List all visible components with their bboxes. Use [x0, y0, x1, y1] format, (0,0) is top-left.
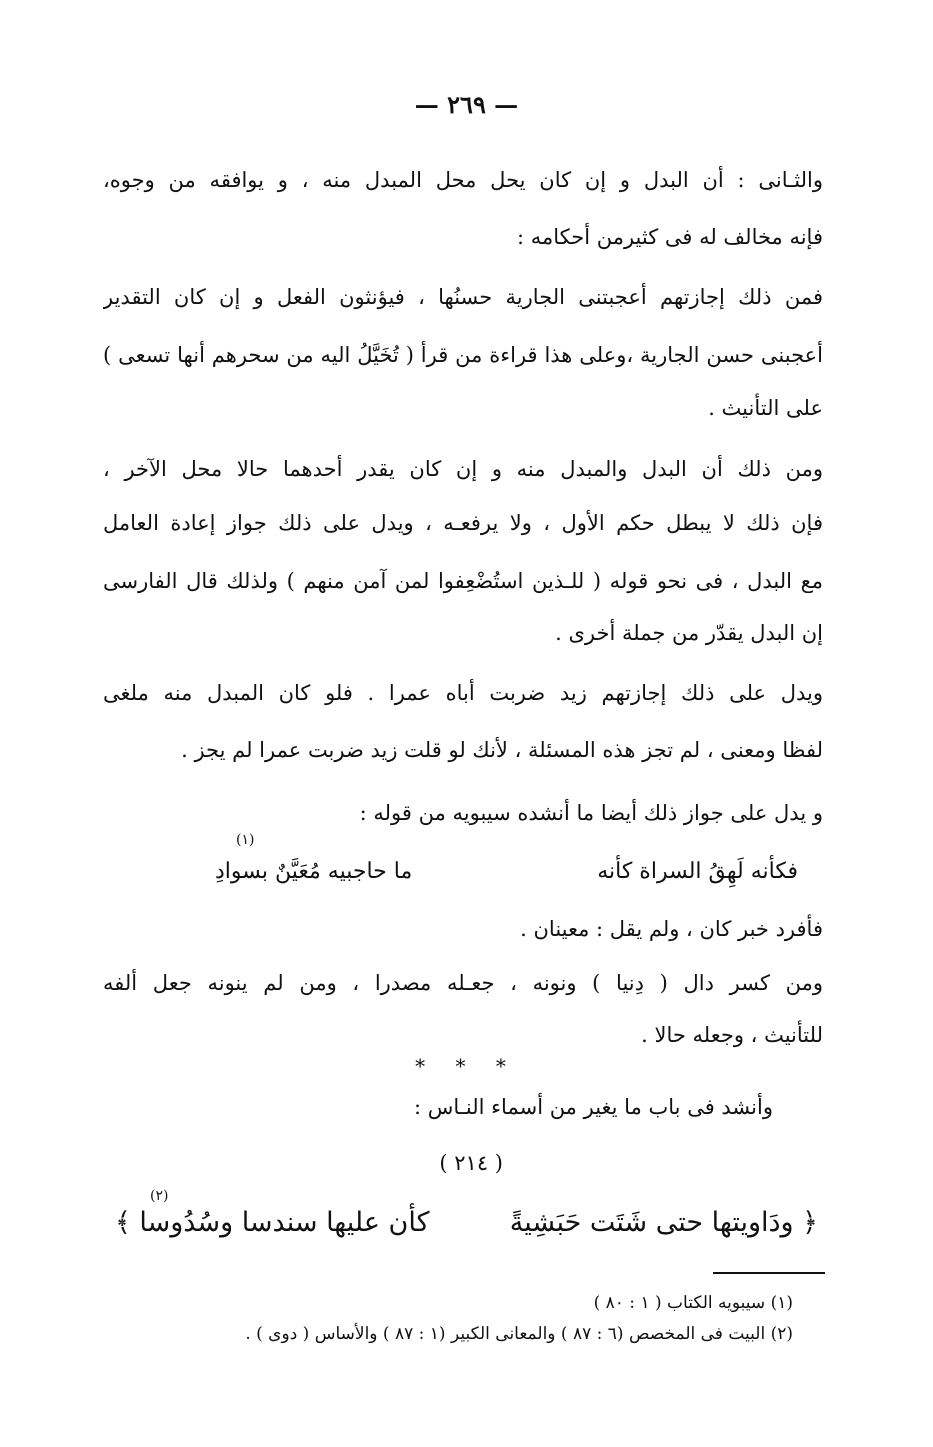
section-separator: * * * [415, 1054, 518, 1078]
paragraph-7-line-1: ومن كسر دال ( دِنيا ) ونونه ، جعـله مصدرا ، ومن لم ينونه جعل ألفه [103, 971, 823, 995]
paragraph-2-line-2: أعجبنى حسن الجارية ،وعلى هذا قراءة من قرأ ( تُخَيَّلُ اليه من سحرهم أنها تسعى ) [103, 343, 823, 367]
footnote-divider [713, 1272, 825, 1274]
paragraph-2-line-1: فمن ذلك إجازتهم أعجبتنى الجارية حسنُها ، فيؤنثون الفعل و إن كان التقدير [103, 285, 823, 309]
paragraph-1-line-1: والثـانى : أن البدل و إن كان يحل محل المبدل منه ، و يوافقه من وجوه، [103, 168, 823, 192]
footnote-2: (٢) البيت فى المخصص (٦ : ٨٧ ) والمعانى الكبير (١ : ٨٧ ) والأساس ( دوى ) . [245, 1324, 793, 1344]
verse-2-second-hemistich: كأن عليها سندسا وسُدُوسا ﴾ [115, 1207, 430, 1238]
paragraph-6-line-1: فأفرد خبر كان ، ولم يقل : معينان . [520, 917, 823, 941]
verse-number: ( ٢١٤ ) [439, 1151, 503, 1175]
footnote-1: (١) سيبويه الكتاب ( ١ : ٨٠ ) [593, 1293, 793, 1313]
paragraph-4-line-1: ويدل على ذلك إجازتهم زيد ضربت أباه عمرا . فلو كان المبدل منه ملغى [103, 681, 823, 705]
verse-2-footnote-marker: (٢) [150, 1188, 169, 1204]
paragraph-4-line-2: لفظا ومعنى ، لم تجز هذه المسئلة ، لأنك لو قلت زيد ضربت عمرا لم يجز . [181, 738, 823, 762]
paragraph-3-line-1: ومن ذلك أن البدل والمبدل منه و إن كان يقدر أحدهما حالا محل الآخر ، [103, 457, 823, 481]
verse-1-second-hemistich: ما حاجبيه مُعَيَّنٌ بسوادِ [215, 859, 413, 884]
paragraph-3-line-2: فإن ذلك لا يبطل حكم الأول ، ولا يرفعـه ، ويدل على ذلك جواز إعادة العامل [103, 511, 823, 535]
paragraph-5-line-1: و يدل على جواز ذلك أيضا ما أنشده سيبويه من قوله : [359, 801, 823, 825]
paragraph-7-line-2: للتأنيث ، وجعله حالا . [641, 1023, 823, 1047]
paragraph-3-line-4: إن البدل يقدّر من جملة أخرى . [555, 621, 823, 645]
verse-1-first-hemistich: فكأنه لَهِقُ السراة كأنه [597, 859, 798, 884]
verse-1-footnote-marker: (١) [236, 832, 255, 848]
paragraph-1-line-2: فإنه مخالف له فى كثيرمن أحكامه : [516, 225, 823, 249]
paragraph-8-line-1: وأنشد فى باب ما يغير من أسماء النـاس : [414, 1095, 773, 1119]
paragraph-2-line-3: على التأنيث . [708, 396, 823, 420]
paragraph-3-line-3: مع البدل ، فى نحو قوله ( للـذين استُضْعِفوا لمن آمن منهم ) ولذلك قال الفارسى [103, 569, 823, 593]
page-number: — ٢٦٩ — [414, 90, 519, 119]
verse-2-first-hemistich: ﴿ ودَاويتها حتى شَتَت حَبَشِيةً [509, 1207, 818, 1238]
